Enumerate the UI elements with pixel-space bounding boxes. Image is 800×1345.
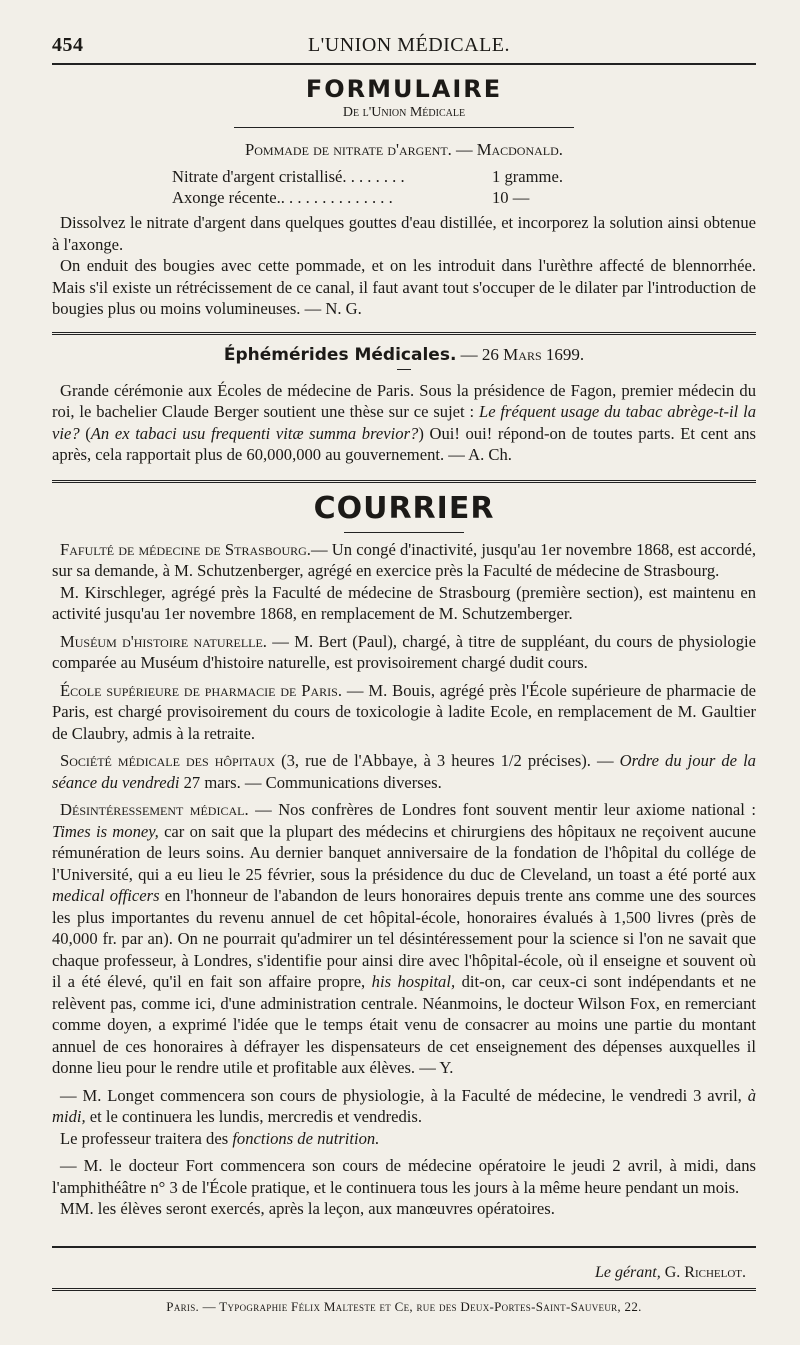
courrier-paragraph: M. Kirschleger, agrégé près la Faculté de médecine de Strasbourg (première section), est maintenu en activité jusqu'au 1er novembre 1868, en remplacement de M. Schutzemberger.: [52, 582, 756, 623]
italic-span: medical officers: [52, 886, 160, 905]
courrier-paragraph: [52, 799, 756, 1079]
courrier-paragraph: [52, 750, 756, 793]
section-rule: [52, 332, 756, 335]
formulaire-paragraph: On enduit des bougies avec cette pommade, et on les introduit dans l'urèthre affecté de blennorrhée. Mais s'il existe un rétrécissement de ce canal, il faut avant tout s'occuper de le dilater par l'introduction de bougies plus ou moins volumineuses. — N. G.: [52, 256, 756, 318]
footer-rule: [52, 1246, 756, 1248]
paragraph-head: Société médicale des hôpitaux: [60, 751, 276, 770]
imprint-rule: [52, 1288, 756, 1291]
recipe-heading: Pommade de nitrate d'argent. — Macdonald.: [245, 140, 563, 159]
courrier-paragraph: [52, 631, 756, 674]
courrier-rule: [344, 532, 464, 533]
courrier-paragraph: [52, 680, 756, 745]
courrier-paragraph: MM. les élèves seront exercés, après la leçon, aux manœuvres opératoires.: [60, 1199, 555, 1218]
italic-span: à midi,: [52, 1085, 756, 1126]
running-head: [52, 34, 756, 57]
ingredient-row: [172, 187, 756, 208]
italic-span: Le fréquent usage du tabac abrège-t-il la vie?: [52, 402, 757, 443]
text-span: — M. Bert (Paul), chargé, à titre de suppléant, du cours de physiologie comparée au Muséum d'histoire naturelle, est provisoirement chargé dudit cours.: [52, 631, 756, 672]
italic-span: his hospital,: [371, 972, 456, 991]
text-span: et le continuera les lundis, mercredis et vendredis.: [85, 1107, 423, 1126]
journal-title: L'UNION MÉDICALE.: [307, 34, 511, 56]
formulaire-title: FORMULAIRE: [305, 75, 503, 103]
text-span: (3, rue de l'Abbaye, à 3 heures 1/2 précises). —: [275, 751, 620, 770]
ingredient-name: Nitrate d'argent cristallisé. . . . . . . .: [172, 167, 405, 186]
formulaire-rule: [234, 127, 574, 128]
ephemerides-dash: [397, 369, 411, 370]
paragraph-head: École supérieure de pharmacie de Paris.: [60, 680, 342, 700]
recipe-ingredients: [172, 166, 756, 208]
courrier-paragraph: [52, 1128, 756, 1150]
ingredient-row: [172, 166, 756, 187]
courrier-paragraph: [52, 1085, 756, 1128]
signature-label: Le gérant,: [594, 1263, 661, 1281]
formulaire-paragraph: Dissolvez le nitrate d'argent dans quelques gouttes d'eau distillée, et incorporez la solution ainsi obtenue à l'axonge.: [52, 213, 756, 254]
courrier-paragraph: [52, 539, 756, 582]
italic-span: Times is money,: [52, 821, 159, 841]
ephemerides-date: — 26 Mars 1699.: [456, 344, 585, 364]
text-span: Le professeur traitera des: [60, 1128, 233, 1148]
paragraph-head: Désintéressement médical.: [60, 800, 249, 819]
ingredient-qty: 10 —: [492, 188, 530, 207]
paragraph-head: Muséum d'histoire naturelle.: [60, 631, 267, 651]
text-span: en l'honneur de l'abandon de leurs honoraires depuis trente ans comme une des sources les plus importantes du revenu annuel de cet hôpital-école, honoraires évalués à 1,500 livres (près de 40,000 fr. par an). On ne pourrait qu'admirer un tel désintéressement pour la science si l'on ne savait que chaque professeur, à Londres, s'identifie pour ainsi dire avec l'hôpital-école, où il enseigne et souvent où il a été élevé, qu'il en fait son affaire propre,: [52, 886, 756, 991]
text-span: dit-on, car ceux-ci sont indépendants et ne relèvent pas, comme ici, d'une administration centrale. Néanmoins, le docteur Wilson Fox, en remerciant comme doyen, a exprimé l'idée que le temps était venu de consacrer au moins une partie du montant annuel de ces honoraires à défrayer les dispensateurs de cet enseignement des dépenses auxquelles il donne lieu pour le rendre utile et profitable aux élèves. — Y.: [52, 972, 757, 1077]
text-span: car on sait que la plupart des médecins et chirurgiens des hôpitaux ne reçoivent aucune rémunération de leurs soins. Au dernier banquet anniversaire de la fondation de l'hôpital du collége de l'Université, qui a eu lieu le 25 février, sous la présidence du duc de Cleveland, un toast a été porté aux: [52, 821, 756, 884]
ephemerides-title-bold: Éphémérides Médicales.: [223, 344, 457, 365]
text-span: 27 mars. — Communications diverses.: [179, 772, 442, 792]
ephemerides-text: [52, 380, 756, 466]
signature-name: G. Richelot.: [664, 1263, 746, 1281]
text-span: — Nos confrères de Londres font souvent mentir leur axiome national :: [248, 800, 756, 819]
ephemerides-title: [52, 345, 756, 365]
text-span: — M. Bouis, agrégé près l'École supérieure de pharmacie de Paris, est chargé provisoirement du cours de toxicologie à ladite Ecole, en remplacement de M. Gaultier de Claubry, admis à la retraite.: [52, 680, 756, 743]
text-span: ) Oui! oui! répond-on de toutes parts. Et cent ans après, cela rapportait plus de 60,000,000 au gouvernement. — A. Ch.: [52, 423, 756, 464]
paragraph-head: Fafulté de médecine de Strasbourg.: [60, 539, 311, 559]
italic-span: Ordre du jour de la séance du vendredi: [52, 751, 756, 792]
text-span: (: [79, 423, 91, 443]
text-span: — M. Longet commencera son cours de physiologie, à la Faculté de médecine, le vendredi 3 avril,: [60, 1085, 748, 1105]
ingredient-name: Axonge récente.. . . . . . . . . . . . . .: [172, 188, 393, 207]
courrier-paragraph: — M. le docteur Fort commencera son cours de médecine opératoire le jeudi 2 avril, à midi, dans l'amphithéâtre n° 3 de l'École pratique, et le continuera tous les jours à la même heure pendant un mois.: [52, 1156, 756, 1197]
header-rule: [52, 63, 756, 65]
ingredient-qty: 1 gramme.: [492, 167, 563, 186]
signature: [52, 1264, 756, 1282]
section-rule: [52, 480, 756, 483]
italic-span: An ex tabaci usu frequenti vitæ summa brevior?: [90, 423, 419, 443]
formulaire-subtitle: De l'Union Médicale: [342, 105, 466, 120]
imprint: Paris. — Typographie Félix Malteste et Ce, rue des Deux-Portes-Saint-Sauveur, 22.: [166, 1298, 642, 1314]
page-number: 454: [52, 34, 84, 56]
text-span: Grande cérémonie aux Écoles de médecine de Paris. Sous la présidence de Fagon, premier médecin du roi, le bachelier Claude Berger soutient une thèse sur ce sujet :: [52, 380, 756, 421]
italic-span: fonctions de nutrition.: [232, 1128, 380, 1148]
courrier-title: COURRIER: [313, 490, 495, 526]
text-span: — Un congé d'inactivité, jusqu'au 1er novembre 1868, est accordé, sur sa demande, à M. Schutzenberger, agrégé en exercice près la Faculté de médecine de Strasbourg.: [52, 539, 756, 580]
